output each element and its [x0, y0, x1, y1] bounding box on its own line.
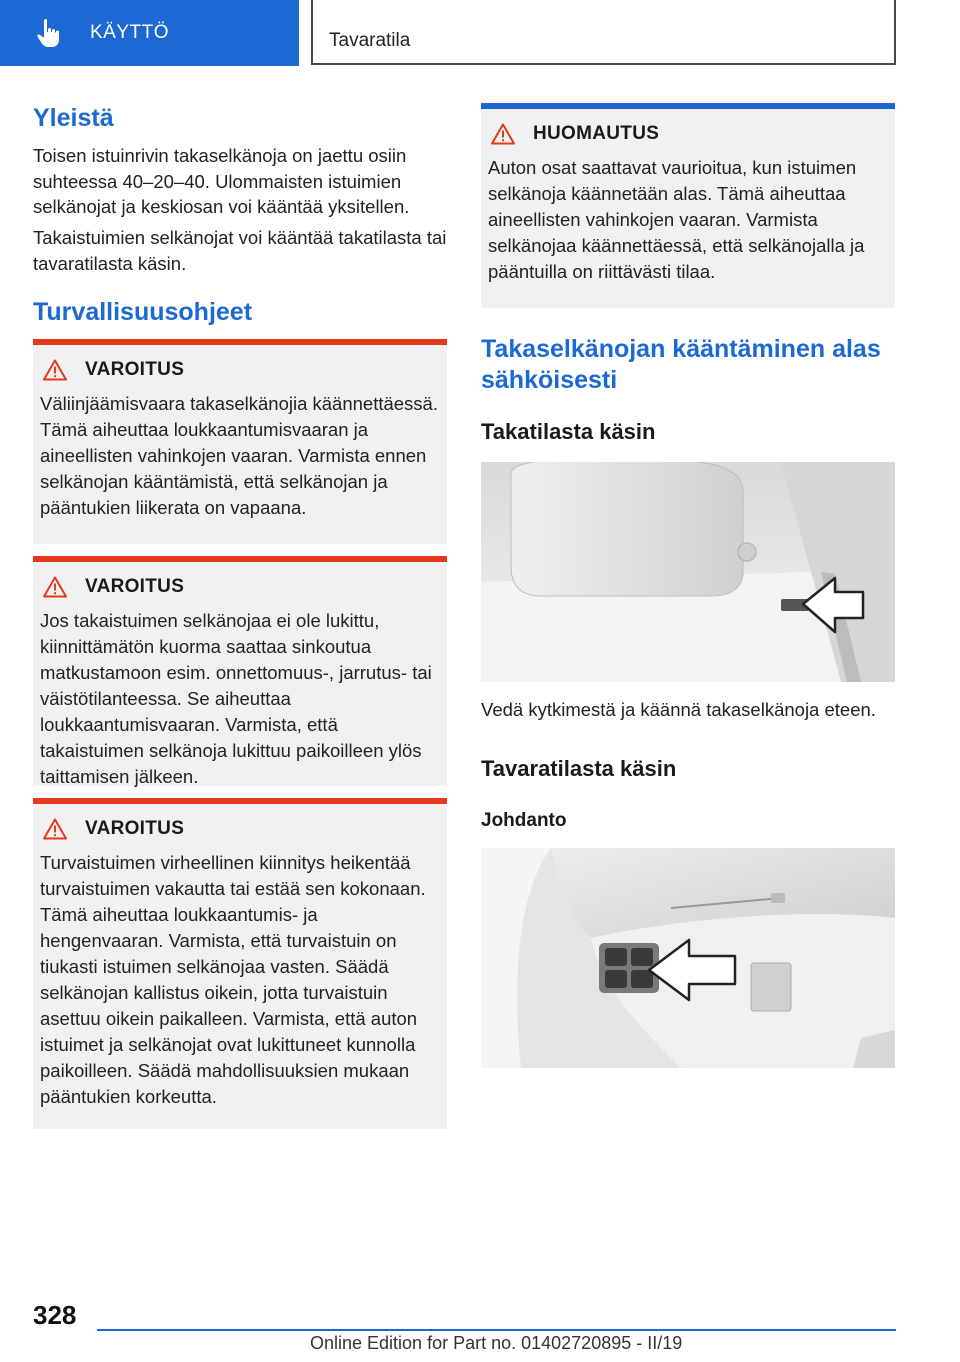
- footer-edition: Online Edition for Part no. 01402720895 - II/19: [310, 1333, 683, 1353]
- heading-from-rear: Takatilasta käsin: [481, 419, 656, 444]
- section-title: Tavaratila: [329, 30, 411, 51]
- warning-header: [43, 818, 184, 840]
- general-paragraph-1: Toisen istuinrivin takaselkänoja on jaettu osiin suhteessa 40–20–40. Ulommaisten istuimien selkänojat ja keskiosan voi kääntää yksitellen.: [33, 145, 410, 217]
- notice-text: Auton osat saattavat vaurioitua, kun istuimen selkänoja käännetään alas. Tämä aiheuttaa aineellisten vahinkojen vaaran. Varmista selkänojaa käännettäessä, että selkänojalla ja pääntuilla on riittävästi tilaa.: [488, 157, 865, 282]
- warning-box-3: [33, 798, 447, 1129]
- heading-fold-electric: Takaselkänojan kääntäminen alas sähköisesti: [481, 335, 881, 394]
- warning-text: Jos takaistuimen selkänojaa ei ole lukittu, kiinnittämätön kuorma saattaa sinkoutua matkustamoon esim. onnettomuus-, jarrutus- tai väistötilanteessa. Se aiheuttaa loukkaantumisvaaran. Varmista, että takaistuimen selkänoja lukittuu paikoilleen ylös taittamisen jälkeen.: [40, 610, 432, 787]
- heading-safety: Turvallisuusohjeet: [33, 298, 253, 326]
- heading-intro: Johdanto: [481, 810, 567, 831]
- trunk-switches-illustration: [481, 848, 895, 1068]
- pointing-hand-icon: [36, 18, 64, 48]
- warning-header: [43, 576, 184, 598]
- trunk-switches-photo: [481, 848, 895, 1068]
- warning-title: VAROITUS: [85, 818, 185, 839]
- notice-box: [481, 103, 895, 308]
- warning-box-2: [33, 556, 447, 786]
- warning-triangle-icon: [43, 359, 67, 381]
- rear-seat-illustration: [481, 462, 895, 682]
- warning-text: Väliinjäämisvaara takaselkänojia käännettäessä. Tämä aiheuttaa loukkaantumisvaaran ja aineellisten vahinkojen vaaran. Varmista ennen selkänojan kääntämistä, että selkänojan ja pääntukien liikerata on vapaana.: [40, 393, 438, 518]
- general-paragraph-2: Takaistuimien selkänojat voi kääntää takatilasta tai tavaratilasta käsin.: [33, 227, 447, 274]
- warning-text: Turvaistuimen virheellinen kiinnitys heikentää turvaistuimen vakautta tai estää sen kokonaan. Tämä aiheuttaa loukkaantumis- ja hengenvaaran. Varmista, että turvaistuin on tiukasti istuimen selkänojaa vasten. Säädä selkänojan kallistus oikein, jotta turvaistuin asettuu oikein paikalleen. Varmista, että auton istuimet ja selkänojat ovat lukittuneet kunnolla paikoilleen. Säädä mahdollisuuksien mukaan pääntukien korkeutta.: [40, 852, 426, 1107]
- notice-title: HUOMAUTUS: [533, 123, 660, 144]
- warning-triangle-icon: [43, 818, 67, 840]
- warning-triangle-icon: [43, 576, 67, 598]
- page-number: 328: [33, 1300, 77, 1330]
- heading-general: Yleistä: [33, 104, 114, 132]
- warning-title: VAROITUS: [85, 359, 185, 380]
- notice-header: [491, 123, 659, 145]
- warning-triangle-icon: [491, 123, 515, 145]
- chapter-tab[interactable]: [0, 0, 299, 66]
- warning-box-1: [33, 339, 447, 544]
- caption-rear: Vedä kytkimestä ja käännä takaselkänoja eteen.: [481, 699, 876, 720]
- heading-from-trunk: Tavaratilasta käsin: [481, 756, 677, 781]
- chapter-title: KÄYTTÖ: [90, 22, 170, 43]
- section-tab: [311, 0, 896, 65]
- rear-seat-photo: [481, 462, 895, 682]
- warning-title: VAROITUS: [85, 576, 185, 597]
- footer-divider: [97, 1329, 896, 1331]
- warning-header: [43, 359, 184, 381]
